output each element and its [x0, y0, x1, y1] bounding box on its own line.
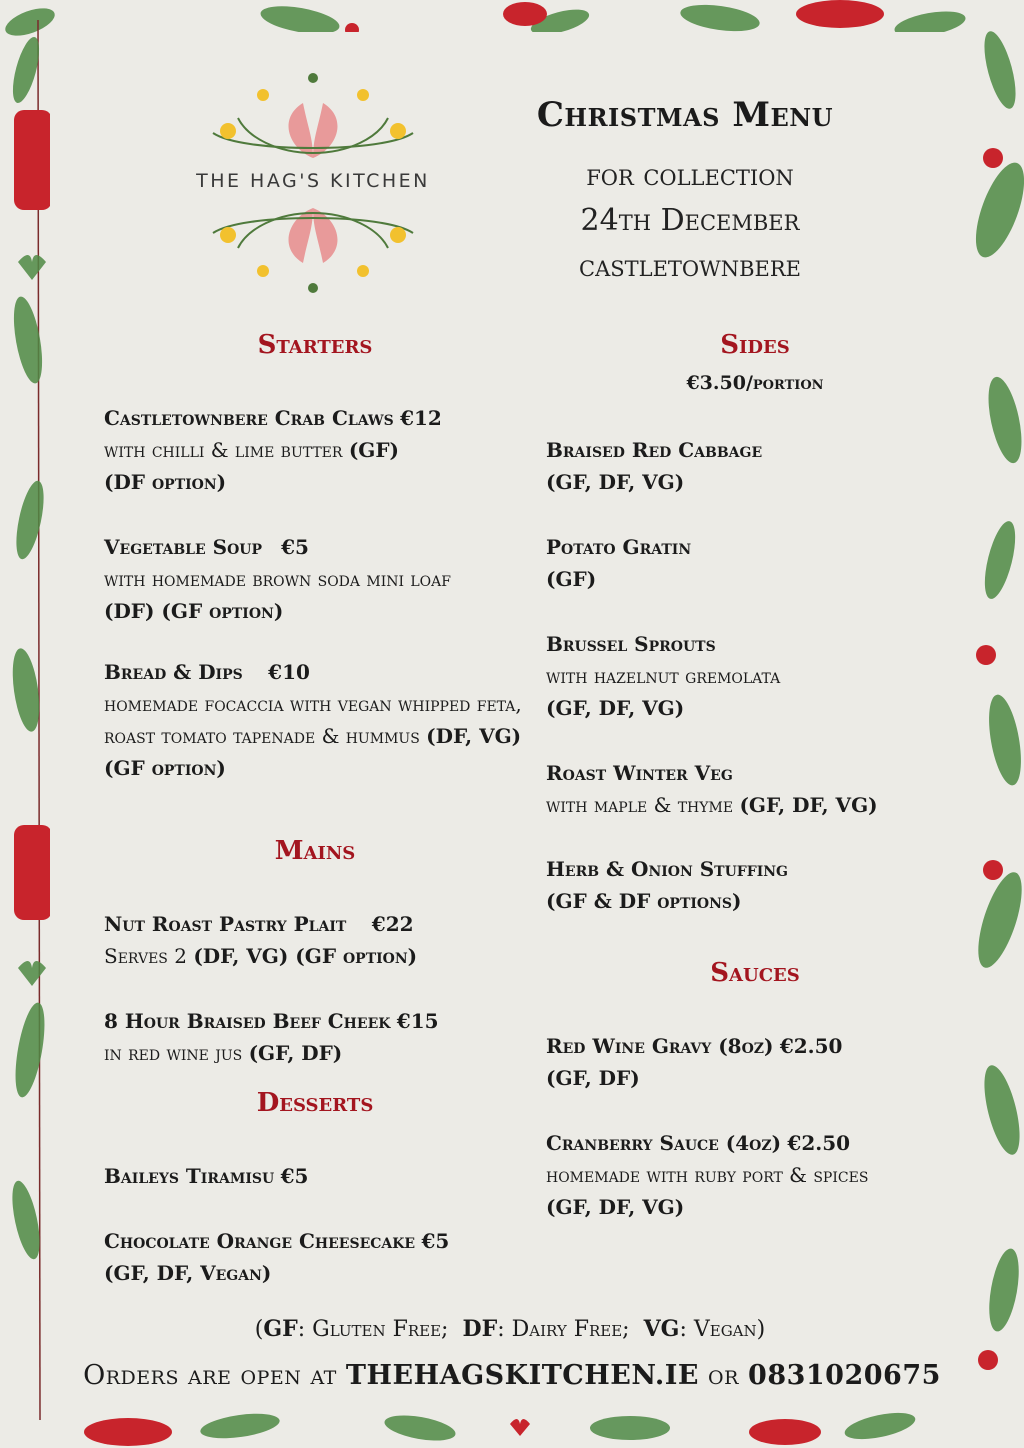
- item-price: €12: [400, 406, 442, 430]
- menu-item: [546, 757, 966, 821]
- item-tags: (DF, VG) (GF option): [193, 944, 418, 968]
- legend-gf: GF: [263, 1316, 298, 1342]
- item-tags: (GF, DF, Vegan): [104, 1261, 272, 1285]
- item-price: €2.50: [787, 1131, 851, 1155]
- item-desc: with maple & thyme: [546, 793, 734, 817]
- menu-item: [546, 628, 966, 724]
- subtitle-line-2: 24th December: [580, 203, 800, 238]
- item-tags: (GF, DF, VG): [546, 1195, 685, 1219]
- item-desc: in red wine jus: [104, 1041, 243, 1065]
- item-name: Baileys Tiramisu: [104, 1164, 275, 1188]
- item-name: Red Wine Gravy (8oz): [546, 1034, 774, 1058]
- item-desc: Serves 2: [104, 944, 187, 968]
- item-name: Roast Winter Veg: [546, 761, 733, 785]
- item-desc: homemade focaccia with vegan whipped feta, roast tomato tapenade & hummus: [104, 692, 522, 748]
- item-name: Vegetable Soup: [104, 535, 263, 559]
- menu-item: [104, 1005, 534, 1069]
- item-name: Chocolate Orange Cheesecake: [104, 1229, 416, 1253]
- item-tags: (GF, DF, VG): [546, 470, 685, 494]
- item-price: €22: [371, 912, 414, 936]
- item-name: Herb & Onion Stuffing: [546, 857, 788, 881]
- subtitle-line-1: for collection: [586, 158, 794, 193]
- menu-item: [546, 531, 966, 595]
- item-name: Cranberry Sauce (4oz): [546, 1131, 782, 1155]
- website-link[interactable]: THEHAGSKITCHEN.IE: [345, 1360, 699, 1391]
- item-tags: (DF) (GF option): [104, 599, 284, 623]
- item-tags: (GF, DF, VG): [546, 696, 685, 720]
- item-price: €15: [396, 1009, 439, 1033]
- menu-item: [104, 1160, 534, 1192]
- item-desc: with hazelnut gremolata: [546, 664, 781, 688]
- item-price: €10: [268, 660, 310, 684]
- item-name: Potato Gratin: [546, 535, 692, 559]
- mains-heading: Mains: [274, 836, 356, 866]
- item-tags: (GF, DF): [248, 1041, 343, 1065]
- item-tags-2: (GF option): [104, 756, 226, 780]
- menu-item: [104, 1225, 534, 1289]
- item-desc: homemade with ruby port & spices: [546, 1163, 869, 1187]
- orders-line: Orders are open at THEHAGSKITCHEN.IE or 0831020675: [83, 1360, 941, 1391]
- sauces-heading: Sauces: [710, 958, 800, 988]
- menu-item: [546, 1127, 966, 1223]
- item-tags: (GF): [546, 567, 597, 591]
- item-name: Nut Roast Pastry Plait: [104, 912, 347, 936]
- menu-item: [546, 1030, 966, 1094]
- desserts-heading: Desserts: [256, 1088, 374, 1118]
- menu-item: [104, 402, 534, 498]
- item-name: Brussel Sprouts: [546, 632, 716, 656]
- brand-name: THE HAG'S KITCHEN: [196, 170, 430, 192]
- legend-vg: VG: [643, 1316, 680, 1342]
- item-tags: (GF, DF): [546, 1066, 640, 1090]
- menu-item: [104, 656, 529, 784]
- sides-price-note: €3.50/portion: [686, 372, 824, 394]
- item-price: €5: [281, 535, 309, 559]
- dietary-legend: (GF: Gluten Free; DF: Dairy Free; VG: Vegan): [254, 1316, 766, 1342]
- item-price: €2.50: [779, 1034, 843, 1058]
- menu-item: [546, 434, 966, 498]
- item-price: €5: [280, 1164, 309, 1188]
- item-tags: (GF & DF options): [546, 889, 742, 913]
- phone-number[interactable]: 0831020675: [748, 1360, 941, 1391]
- menu-item: [546, 853, 966, 917]
- item-desc: with chilli & lime butter: [104, 438, 343, 462]
- item-name: Braised Red Cabbage: [546, 438, 763, 462]
- page-title: Christmas Menu: [536, 95, 834, 135]
- flower-bottom-icon: [213, 208, 413, 293]
- item-desc: with homemade brown soda mini loaf: [104, 567, 451, 591]
- menu-item: [104, 908, 534, 972]
- flower-top-icon: [213, 73, 413, 158]
- item-name: 8 Hour Braised Beef Cheek: [104, 1009, 391, 1033]
- sides-heading: Sides: [720, 330, 790, 360]
- item-name: Castletownbere Crab Claws: [104, 406, 394, 430]
- item-name: Bread & Dips: [104, 660, 243, 684]
- subtitle-line-3: castletownbere: [579, 249, 801, 284]
- starters-heading: Starters: [257, 330, 373, 360]
- item-tags: (GF, DF, VG): [739, 793, 878, 817]
- menu-item: [104, 531, 484, 627]
- item-tags-2: (DF option): [104, 470, 227, 494]
- item-price: €5: [421, 1229, 450, 1253]
- legend-df: DF: [462, 1316, 498, 1342]
- item-tags: (DF, VG): [426, 724, 522, 748]
- item-tags: (GF): [348, 438, 400, 462]
